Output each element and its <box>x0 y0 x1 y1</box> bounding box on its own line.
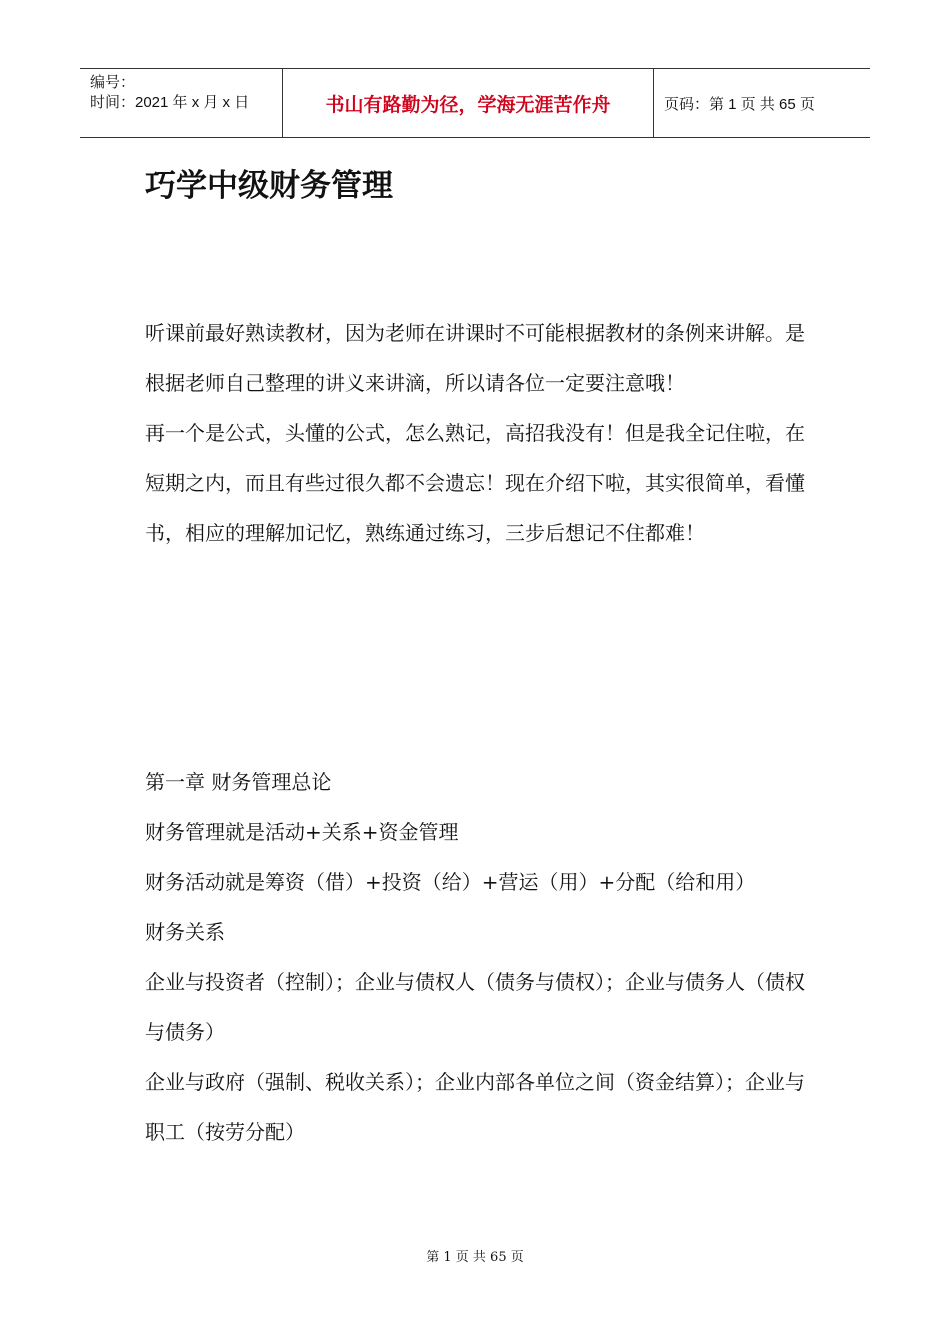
chapter-line: 财务活动就是筹资（借）+投资（给）+营运（用）+分配（给和用） <box>145 870 756 894</box>
document-title: 巧学中级财务管理 <box>145 168 393 204</box>
chapter-section <box>145 757 813 1157</box>
chapter-heading: 第一章 财务管理总论 <box>145 770 332 794</box>
intro-paragraph: 再一个是公式，头懂的公式，怎么熟记，高招我没有！但是我全记住啦，在短期之内，而且有些过很久都不会遗忘！现在介绍下啦，其实很简单，看懂书，相应的理解加记忆，熟练通过练习，三步后想记不住都难！ <box>145 421 805 545</box>
document-date: 时间：2021 年 x 月 x 日 <box>90 94 250 111</box>
intro-section <box>145 308 813 558</box>
header-meta <box>80 69 282 137</box>
chapter-line: 企业与投资者（控制）；企业与债权人（债务与债权）；企业与债务人（债权与债务） <box>145 970 805 1044</box>
page-footer: 第 1 页 共 65 页 <box>426 1250 524 1265</box>
chapter-line: 企业与政府（强制、税收关系）；企业内部各单位之间（资金结算）；企业与职工（按劳分配） <box>145 1070 805 1144</box>
page-header <box>80 68 870 138</box>
intro-paragraph: 听课前最好熟读教材，因为老师在讲课时不可能根据教材的条例来讲解。是根据老师自己整理的讲义来讲滴，所以请各位一定要注意哦！ <box>145 321 805 395</box>
document-number: 编号： <box>90 74 136 91</box>
chapter-line: 财务管理就是活动+关系+资金管理 <box>145 820 459 844</box>
header-motto: 书山有路勤为径，学海无涯苦作舟 <box>282 69 654 137</box>
chapter-line: 财务关系 <box>145 920 225 944</box>
header-page-info: 页码：第 1 页 共 65 页 <box>664 95 815 113</box>
